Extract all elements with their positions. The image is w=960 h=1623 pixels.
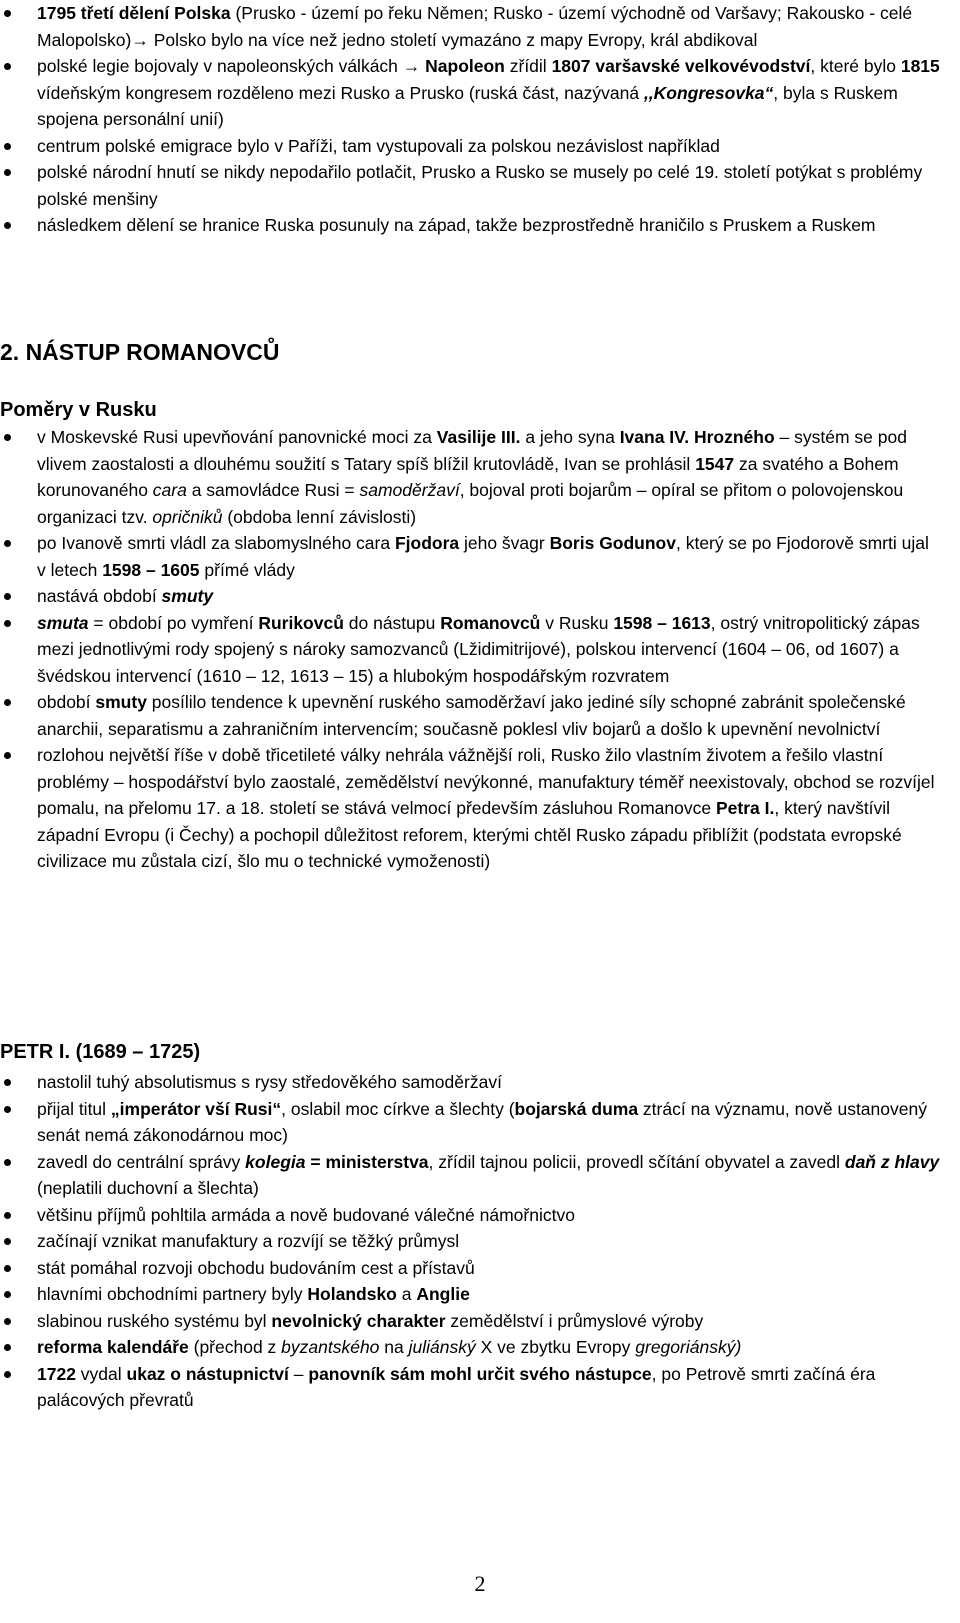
list-item-text: nevolnický charakter [271,1310,446,1331]
list-item-text: v Moskevské Rusi upevňování panovnické moci za [37,427,437,447]
list-item-text: následkem dělení se hranice Ruska posunuly na západ, takže bezprostředně hraničilo s Pruskem a Ruskem [37,215,876,235]
list-item-text: v Rusku [540,612,614,633]
list-item-text: 1547 [695,453,735,474]
list-item-text: , který navštívil západní Evropu (i Čechy) a pochopil důležitost reforem, kterými chtěl Rusko západu přiblížit (podstata evropské civilizace mu zůstala cizí, šlo mu o technické vymoženosti) [37,798,902,871]
list-item-text: opričniků [152,506,223,527]
list-item-text: období [37,692,96,712]
list-item [0,530,960,583]
list-item-text: 1795 třetí dělení Polska [37,3,231,23]
list-item-text: panovník sám mohl určit svého nástupce [308,1363,652,1384]
list-item-text: Ivana IV. Hrozného [619,427,775,447]
list-item-text: jeho švagr [459,533,550,553]
list-item [0,212,960,239]
list-item-text: 1722 [37,1363,76,1384]
list-item-text: , po Petrově smrti začíná éra palácových převratů [37,1363,876,1410]
list-item-text: polské legie bojovaly v napoleonských válkách → [37,56,426,76]
list-item-text: juliánský [408,1337,476,1357]
list-item-text: ministerstva [325,1151,429,1172]
section-heading-romanovci: 2. NÁSTUP ROMANOVCŮ [0,339,280,365]
list-item [0,1361,960,1414]
list-item-text: ,,Kongresovka“ [643,82,774,103]
list-item-text: kolegia [245,1151,306,1172]
list-item [0,689,960,742]
list-item-text: cara [152,480,187,500]
list-item-text: , ostrý vnitropolitický zápas mezi jednotlivými rody spojený s nároky samozvanců (Lžidimitrijové), polskou intervencí (1604 – 06, od 1607) a švédskou intervencí (1610 – 12, 1613 – 15) a hlubokým hospodářským rozvratem [37,612,920,686]
list-item-text: gregoriánský) [635,1337,742,1357]
list-item-text: rozlohou největší říše v době třicetileté války nehrála vážnější roli, Rusko žilo vlastním životem a řešilo vlastní problémy – hospodářství bylo zaostalé, zemědělství nevýkonné, manufaktury téměř neexistovaly, obchod se rozvíjel pomalu, na přelomu 17. a 18. století se stává velmocí především zásluhou Romanovce [37,745,935,818]
list-item-text: 1807 varšavské velkovévodství [551,56,811,76]
list-item [0,1228,960,1255]
list-item [0,0,960,53]
list-item-text: (obdoba lenní závislosti) [222,506,417,527]
russia-conditions-list [0,424,960,875]
list-item [0,1308,960,1335]
list-item-text: centrum polské emigrace bylo v Paříži, tam vystupovali za polskou nezávislost například [37,135,720,156]
list-item-text: a jeho syna [520,427,620,447]
list-item [0,1149,960,1202]
list-item-text: většinu příjmů pohltila armáda a nově budované válečné námořnictvo [37,1204,575,1225]
list-item [0,1096,960,1149]
list-item-text: , byla s Ruskem spojena personální unií) [37,82,898,129]
list-item-text: za svatého a Bohem korunovaného [37,453,899,500]
list-item-text: po Ivanově smrti vládl za slabomyslného cara [37,533,395,553]
list-item-text: Fjodora [394,533,460,553]
list-item-text: 1598 – 1605 [102,559,200,580]
section-heading-petr: PETR I. (1689 – 1725) [0,1041,201,1063]
peter-reforms-list [0,1069,960,1414]
list-item [0,133,960,160]
polish-partition-list [0,0,960,239]
list-item-text: Boris Godunov [549,533,676,553]
list-item-text: , bojoval proti bojarům – opíral se přitom o polovojenskou organizaci tzv. [37,480,904,527]
list-item-text: přijal titul [37,1098,111,1119]
list-item-text: vydal [75,1363,127,1384]
list-item-text: Vasilije III. [436,427,521,447]
list-item-text: X ve zbytku Evropy [475,1337,636,1357]
list-item-text: smuty [161,586,214,606]
list-item-text: zřídil [504,56,552,76]
list-item-text: Napoleon [425,56,505,76]
list-item-text: „imperátor vší Rusi“ [110,1098,282,1119]
list-item-text: = období po vymření [88,612,259,633]
list-item-text: začínají vznikat manufaktury a rozvíjí se těžký průmysl [37,1231,460,1251]
list-item [0,610,960,690]
list-item [0,424,960,530]
list-item [0,159,960,212]
list-item-text: Anglie [416,1284,470,1304]
list-item-text: stát pomáhal rozvoji obchodu budováním cest a přístavů [37,1257,475,1278]
page-number: 2 [474,1571,486,1596]
list-item-text: posílilo tendence k upevnění ruského samoděržaví jako jediné síly schopné zabránit společenské anarchii, separatismu a zahraničním intervencím; současně poklesl vliv bojarů a došlo k upevnění nevolnictví [37,692,906,739]
list-item-text: zemědělství i průmyslové výroby [445,1310,704,1331]
list-item-text: ztrácí na významu, nově ustanovený senát nemá zákonodárnou moc) [37,1098,927,1145]
list-item-text: Holandsko [307,1284,397,1304]
list-item-text: (neplatili duchovní a šlechta) [37,1178,259,1198]
list-item-text: reforma kalendáře [37,1337,189,1357]
list-item-text: , zřídil tajnou policii, provedl sčítání obyvatel a zavedl [428,1151,845,1172]
list-item [0,1281,960,1308]
list-item-text: polské národní hnutí se nikdy nepodařilo potlačit, Prusko a Rusko se musely po celé 19. století potýkat s problémy polské menšiny [37,162,923,209]
list-item-text: slabinou ruského systému byl [37,1310,272,1331]
list-item-text: zavedl do centrální správy [37,1151,246,1172]
list-item-text: bojarská duma [514,1098,639,1119]
list-item-text: vídeňským kongresem rozděleno mezi Rusko a Prusko (ruská část, nazývaná [37,82,644,103]
list-item-text: byzantského [281,1337,380,1357]
list-item-text: – systém se pod vlivem zaostalosti a dlouhému soužití s Tatary spíš blížil krutovládě, Ivan se prohlásil [37,427,907,474]
list-item [0,53,960,133]
list-item-text: smuty [95,692,147,712]
list-item-text: Rurikovců [258,612,344,633]
list-item-text: na [379,1337,409,1357]
list-item-text: přímé vlády [199,559,295,580]
list-item-text: daň z hlavy [844,1151,940,1172]
list-item-text: 1598 – 1613 [613,612,711,633]
list-item-text: a samovládce Rusi = [186,480,360,500]
list-item-text: nastává období [37,586,162,606]
list-item-text: 1815 [900,56,940,76]
list-item [0,1255,960,1282]
list-item-text: smuta [37,612,89,633]
list-item-text: a [396,1284,417,1304]
list-item-text: – [288,1363,309,1384]
list-item-text: , který se po Fjodorově smrti ujal v letech [37,533,929,580]
list-item [0,742,960,875]
list-item-text: samoděržaví [359,480,460,500]
list-item-text: nastolil tuhý absolutismus s rysy středověkého samoděržaví [37,1072,502,1092]
list-item-text: ukaz o nástupnictví [126,1363,289,1384]
list-item [0,1202,960,1229]
list-item-text: Romanovců [440,612,541,633]
list-item [0,1334,960,1361]
list-item-text: (Prusko - území po řeku Němen; Rusko - území východně od Varšavy; Rakousko - celé Malopolsko)→ Polsko bylo na více než jedno století vymazáno z mapy Evropy, král abdikoval [37,3,913,50]
list-item-text: (přechod z [188,1337,282,1357]
list-item [0,583,960,610]
list-item-text: do nástupu [343,612,441,633]
list-item [0,1069,960,1096]
list-item-text: , oslabil moc církve a šlechty ( [281,1098,515,1119]
list-item-text: , které bylo [810,56,901,76]
subsection-heading-pomery: Poměry v Rusku [0,399,157,421]
list-item-text: hlavními obchodními partnery byly [37,1284,308,1304]
list-item-text: = [305,1151,326,1172]
list-item-text: Petra I. [715,798,775,818]
